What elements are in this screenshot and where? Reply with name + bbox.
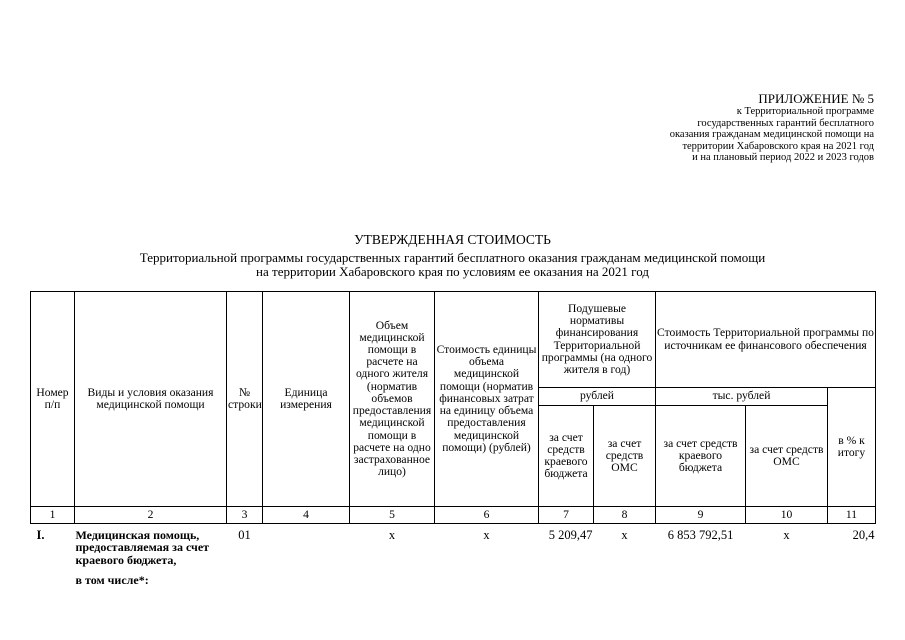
appendix-line: территории Хабаровского края на 2021 год xyxy=(682,140,874,152)
row-percent: 20,4 xyxy=(852,528,875,542)
empty-cell xyxy=(31,566,75,586)
table-row xyxy=(31,566,876,586)
document-title: УТВЕРЖДЕННАЯ СТОИМОСТЬ xyxy=(354,232,551,247)
row-total-budget: 6 853 792,51 xyxy=(667,528,734,542)
column-number: 8 xyxy=(594,507,656,524)
appendix-line: к Территориальной программе xyxy=(736,106,874,117)
row-per-capita-oms: х xyxy=(621,528,628,542)
column-number: 1 xyxy=(31,507,75,524)
row-per-capita-budget: 5 209,47 xyxy=(548,528,593,542)
appendix-block xyxy=(670,91,874,164)
header-cost: Стоимость единицы объема медицинской помощи (норматив финансовых затрат на единицу объема предоставления медицинской помощи) (рублей) xyxy=(435,292,539,507)
header-percent: в % к итогу xyxy=(828,388,876,507)
row-volume: х xyxy=(388,528,396,542)
row-unit xyxy=(263,524,350,567)
row-cost: х xyxy=(483,528,490,542)
appendix-line: оказания гражданам медицинской помощи на xyxy=(669,129,874,141)
header-program-cost: Стоимость Территориальной программы по источникам ее финансового обеспечения xyxy=(656,292,876,388)
subtitle-line-2: на территории Хабаровского края по условиям ее оказания на 2021 год xyxy=(256,263,649,279)
table-row xyxy=(31,524,876,567)
header-regional-budget: за счет средств краевого бюджета xyxy=(539,406,594,507)
header-number: Номер п/п xyxy=(31,292,75,507)
column-number: 2 xyxy=(75,507,227,524)
column-number: 9 xyxy=(656,507,746,524)
appendix-line: и на плановый период 2022 и 2023 годов xyxy=(692,152,874,164)
header-oms: за счет средств ОМС xyxy=(594,406,656,507)
column-number: 6 xyxy=(435,507,539,524)
document-subtitle xyxy=(0,251,905,278)
header-rubles: рублей xyxy=(539,388,656,406)
cost-table xyxy=(30,291,876,586)
row-line-number: 01 xyxy=(238,528,251,542)
column-number: 11 xyxy=(828,507,876,524)
header-thousand-rubles: тыс. рублей xyxy=(656,388,828,406)
header-regional-budget-total: за счет средств краевого бюджета xyxy=(656,406,746,507)
header-types: Виды и условия оказания медицинской помощи xyxy=(75,292,227,507)
header-oms-total: за счет средств ОМС xyxy=(746,406,828,507)
row-total-oms: х xyxy=(783,528,790,542)
row-number: I. xyxy=(36,528,45,542)
header-per-capita: Подушевые нормативы финансирования Территориальной программы (на одного жителя в год) xyxy=(539,292,656,388)
header-unit: Единица измерения xyxy=(263,292,350,507)
subtitle-line-1: Территориальной программы государственных гарантий бесплатного оказания гражданам медицинской помощи xyxy=(139,250,766,265)
appendix-title: ПРИЛОЖЕНИЕ № 5 xyxy=(758,91,874,106)
column-number: 10 xyxy=(746,507,828,524)
appendix-line: государственных гарантий бесплатного xyxy=(697,117,874,129)
row-name: Медицинская помощь, предоставляемая за счет краевого бюджета, xyxy=(75,528,210,567)
column-number: 7 xyxy=(539,507,594,524)
row-subheading: в том числе*: xyxy=(75,573,149,588)
column-number: 3 xyxy=(227,507,263,524)
header-volume: Объем медицинской помощи в расчете на одного жителя (норматив объемов предоставления медицинской помощи в расчете на одно застрахованное лицо) xyxy=(350,292,435,507)
header-row-no: № строки xyxy=(227,292,263,507)
column-number: 5 xyxy=(350,507,435,524)
column-number: 4 xyxy=(263,507,350,524)
